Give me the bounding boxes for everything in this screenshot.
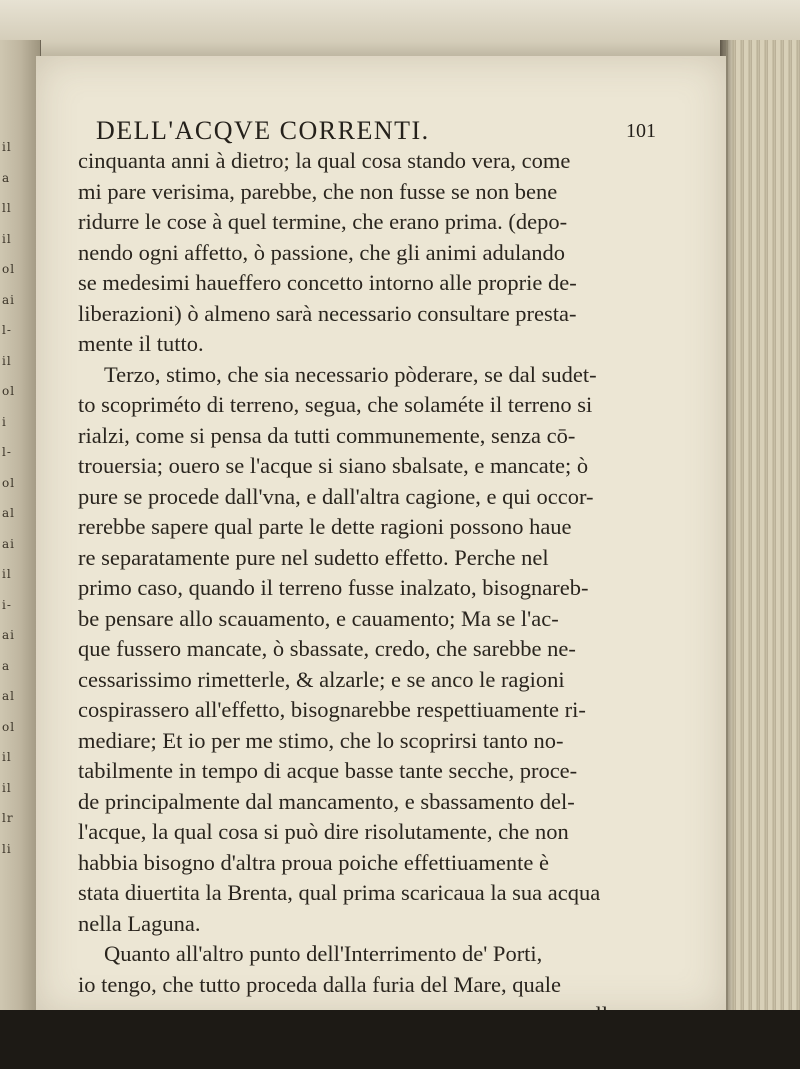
facing-page-fragment: ai <box>2 536 15 551</box>
text-line: trouersia; ouero se l'acque si siano sbalsate, e mancate; ò <box>78 453 589 478</box>
facing-page-fragment: il <box>2 750 12 764</box>
facing-page-fragment: ol <box>2 262 16 276</box>
facing-page-fragment: ll <box>2 201 12 215</box>
text-line: primo caso, quando il terreno fusse inalzato, bisognareb- <box>78 575 589 600</box>
text-line: to scopriméto di terreno, segua, che solaméte il terreno si <box>78 392 593 417</box>
text-line: io tengo, che tutto proceda dalla furia del Mare, quale <box>78 971 561 997</box>
text-line: cinquanta anni à dietro; la qual cosa stando vera, come <box>78 148 571 173</box>
facing-page-fragment: l- <box>2 323 12 337</box>
text-line: de principalmente dal mancamento, e sbassamento del- <box>78 788 575 814</box>
text-line: liberazioni) ò almeno sarà necessario consultare presta- <box>78 300 577 326</box>
text-line: habbia bisogno d'altra proua poiche effettiuamente è <box>78 849 549 875</box>
facing-page-fragment: li <box>2 841 12 856</box>
facing-page-fragment: i- <box>2 597 12 612</box>
facing-page-fragment: ai <box>2 628 15 642</box>
text-line: l'acque, la qual cosa si può dire risolutamente, che non <box>78 819 569 844</box>
facing-page-fragment: il <box>2 780 12 795</box>
text-line: Terzo, stimo, che sia necessario pòderare, se dal sudet- <box>104 361 597 387</box>
text-line: mente il tutto. <box>78 331 204 356</box>
text-line: se medesimi haueffero concetto intorno alle proprie de- <box>78 270 577 295</box>
text-line: tabilmente in tempo di acque basse tante secche, proce- <box>78 758 578 783</box>
facing-page-fragment: lr <box>2 811 14 825</box>
facing-page-fragment: ai <box>2 292 15 307</box>
scan-bottom-edge <box>0 1010 800 1069</box>
facing-page-fragment: l- <box>2 445 12 459</box>
text-line: pure se procede dall'vna, e dall'altra cagione, e qui occor- <box>78 483 594 509</box>
facing-page-fragment: a <box>2 170 11 185</box>
facing-page-fragment: a <box>2 658 11 673</box>
text-line: re separatamente pure nel sudetto effetto. Perche nel <box>78 544 549 570</box>
facing-page-fragment: il <box>2 231 12 246</box>
text-line: cospirassero all'effetto, bisognarebbe respettiuamente ri- <box>78 697 586 722</box>
facing-page-edge-left <box>0 40 41 1040</box>
facing-page-fragment: il <box>2 353 12 368</box>
text-line: nella Laguna. <box>78 910 201 936</box>
text-line: mediare; Et io per me stimo, che lo scoprirsi tanto no- <box>78 727 564 753</box>
body-text <box>78 146 668 1031</box>
book-edge-right <box>720 40 800 1040</box>
facing-page-fragment: al <box>2 689 15 703</box>
text-line: stata diuertita la Brenta, qual prima scaricaua la sua acqua <box>78 880 601 905</box>
facing-page-fragment: al <box>2 506 15 520</box>
facing-page-fragment: ol <box>2 475 16 490</box>
facing-page-fragment: ol <box>2 719 16 734</box>
text-line: be pensare allo scauamento, e cauamento; Ma se l'ac- <box>78 605 559 631</box>
text-line: ridurre le cose à quel termine, che erano prima. (depo- <box>78 209 568 234</box>
facing-page-fragment: il <box>2 140 12 154</box>
facing-page-fragment: i <box>2 414 7 429</box>
facing-page-fragment: il <box>2 567 12 581</box>
text-line: rialzi, come si pensa da tutti communemente, senza cō- <box>78 422 576 448</box>
scan-top-edge <box>0 0 800 60</box>
page-number: 101 <box>626 120 656 142</box>
text-line: rerebbe sapere qual parte le dette ragioni possono haue <box>78 514 572 539</box>
text-line: cessarissimo rimetterle, & alzarle; e se anco le ragioni <box>78 666 565 692</box>
facing-page-fragment: ol <box>2 384 16 398</box>
text-line: Quanto all'altro punto dell'Interrimento de' Porti, <box>104 941 543 966</box>
text-line: mi pare verisima, parebbe, che non fusse se non bene <box>78 178 558 204</box>
text-line: nendo ogni affetto, ò passione, che gli animi adulando <box>78 239 565 265</box>
text-line: que fussero mancate, ò sbassate, credo, che sarebbe ne- <box>78 636 576 661</box>
running-head: DELL'ACQVE CORRENTI. <box>96 116 430 145</box>
